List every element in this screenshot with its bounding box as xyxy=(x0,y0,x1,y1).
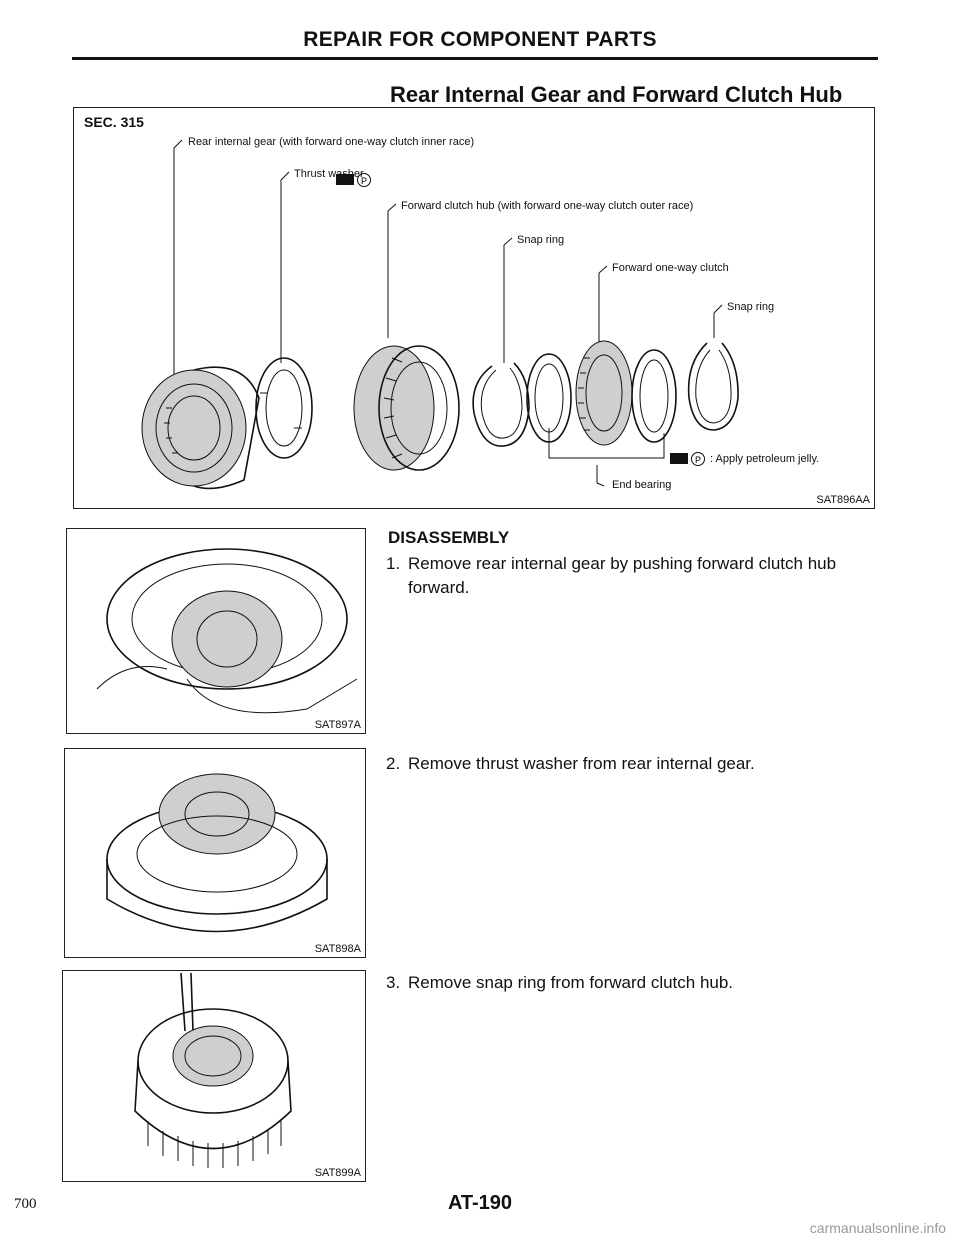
callout-snap-ring-1: Snap ring xyxy=(517,234,565,246)
step-3-text: Remove snap ring from forward clutch hub. xyxy=(408,973,734,992)
thrust-washer-drawing xyxy=(256,358,312,458)
forward-one-way-clutch-drawing xyxy=(576,341,676,445)
photo-1-code: SAT897A xyxy=(314,719,361,731)
forward-clutch-hub-drawing xyxy=(354,346,459,470)
photo-3-code: SAT899A xyxy=(314,1167,361,1179)
photo-3-illustration xyxy=(63,971,365,1181)
step-3-number: 3. xyxy=(386,973,401,992)
callout-thrust-washer: Thrust washer xyxy=(294,168,364,180)
snap-ring-1-drawing xyxy=(473,363,529,446)
rear-internal-gear-drawing xyxy=(142,367,259,488)
leader-lines xyxy=(174,140,722,486)
photo-1-illustration xyxy=(67,529,365,733)
callout-rear-internal-gear: Rear internal gear (with forward one-way clutch inner race) xyxy=(188,136,475,148)
photo-2-code: SAT898A xyxy=(314,943,361,955)
photo-remove-rear-internal-gear xyxy=(66,528,366,734)
callout-snap-ring-2: Snap ring xyxy=(727,301,775,313)
diagram-code: SAT896AA xyxy=(816,494,870,506)
callout-forward-clutch-hub: Forward clutch hub (with forward one-way clutch outer race) xyxy=(401,200,694,212)
sec-number: SEC. 315 xyxy=(84,114,144,130)
step-3 xyxy=(386,971,886,995)
callout-end-bearing: End bearing xyxy=(612,479,672,491)
callout-forward-one-way-clutch: Forward one-way clutch xyxy=(612,262,729,274)
photo-remove-thrust-washer xyxy=(64,748,366,958)
watermark: carmanualsonline.info xyxy=(809,1220,946,1236)
snap-ring-2-drawing xyxy=(689,343,738,430)
photo-2-illustration xyxy=(65,749,365,957)
section-title: Rear Internal Gear and Forward Clutch Hub xyxy=(390,82,843,107)
disassembly-heading: DISASSEMBLY xyxy=(388,528,510,547)
header-rule xyxy=(72,57,878,60)
step-1-text: Remove rear internal gear by pushing forward clutch hub forward. xyxy=(408,554,837,597)
p-symbol-legend: P xyxy=(695,455,702,465)
page-header: REPAIR FOR COMPONENT PARTS xyxy=(303,28,657,51)
step-2-number: 2. xyxy=(386,754,401,773)
p-symbol: P xyxy=(361,176,368,186)
page-code: AT-190 xyxy=(447,1192,513,1214)
step-2-text: Remove thrust washer from rear internal gear. xyxy=(408,754,755,773)
page-number-left: 700 xyxy=(14,1196,37,1212)
step-1-number: 1. xyxy=(386,554,401,573)
step-2 xyxy=(386,752,886,776)
step-1 xyxy=(386,552,886,600)
exploded-diagram xyxy=(73,107,875,509)
legend-text: : Apply petroleum jelly. xyxy=(710,453,820,465)
photo-remove-snap-ring xyxy=(62,970,366,1182)
